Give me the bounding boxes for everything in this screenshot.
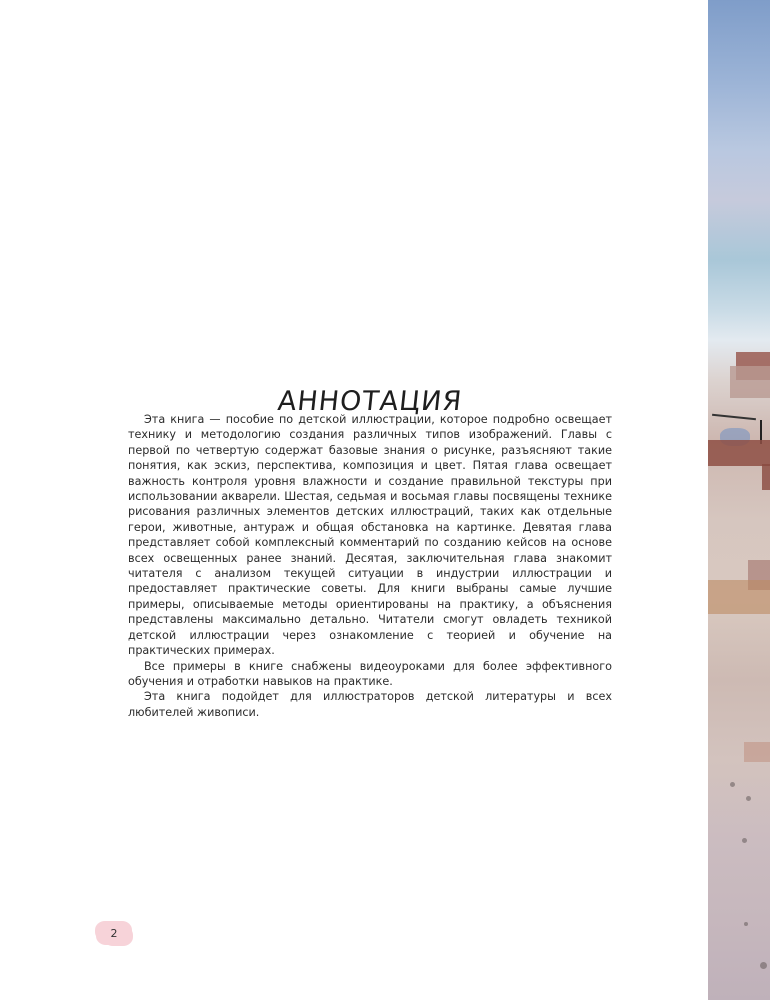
page-number: 2 [110,926,118,940]
page-number-badge [98,922,130,944]
annotation-text [128,412,612,720]
ink-line-shape [712,414,756,421]
watercolor-illustration [708,0,770,1000]
annotation-paragraph-1: Эта книга — пособие по детской иллюстрации, которое подробно освещает технику и методологию создания различных типов изображений. Главы с первой по четвертую содержат базовые знания о рисунке, разъясняют такие понятия, как эскиз, перспектива, композиция и цвет. Пятая глава освещает важность контроля уровня влажности и создание правильной текстуры при использовании акварели. Шестая, седьмая и восьмая главы посвящены технике рисования различных элементов детских иллюстраций, таких как отдельные герои, животные, антураж и общая обстановка на картинке. Девятая глава представляет собой комплексный комментарий по созданию кейсов на основе всех освещенных ранее знаний. Десятая, заключительная глава знакомит читателя с анализом текущей ситуации в индустрии иллюстрации и предоставляет практические советы. Для книги выбраны самые лучшие примеры, описываемые методы ориентированы на практику, а объяснения представлены максимально детально. Читатели смогут овладеть техникой детской иллюстрации через ознакомление с теорией и обучение на практических примерах. [128,413,612,658]
ochre-block-shape [744,742,770,762]
paint-dot [746,796,751,801]
annotation-paragraph-3: Эта книга подойдет для иллюстраторов детской литературы и всех любителей живописи. [128,690,612,719]
roof-beam-shape [708,440,770,466]
paint-dot [742,838,747,843]
paint-dot [730,782,735,787]
ochre-band-shape [708,580,770,614]
paint-dot [760,962,767,969]
page-title: АННОТАЦИЯ [276,386,464,418]
annotation-paragraph-2: Все примеры в книге снабжены видеоуроками для более эффективного обучения и отработки навыков на практике. [128,659,612,688]
paint-dot [744,922,748,926]
beam-post-shape [762,464,770,490]
wall-block-shape [730,366,770,398]
